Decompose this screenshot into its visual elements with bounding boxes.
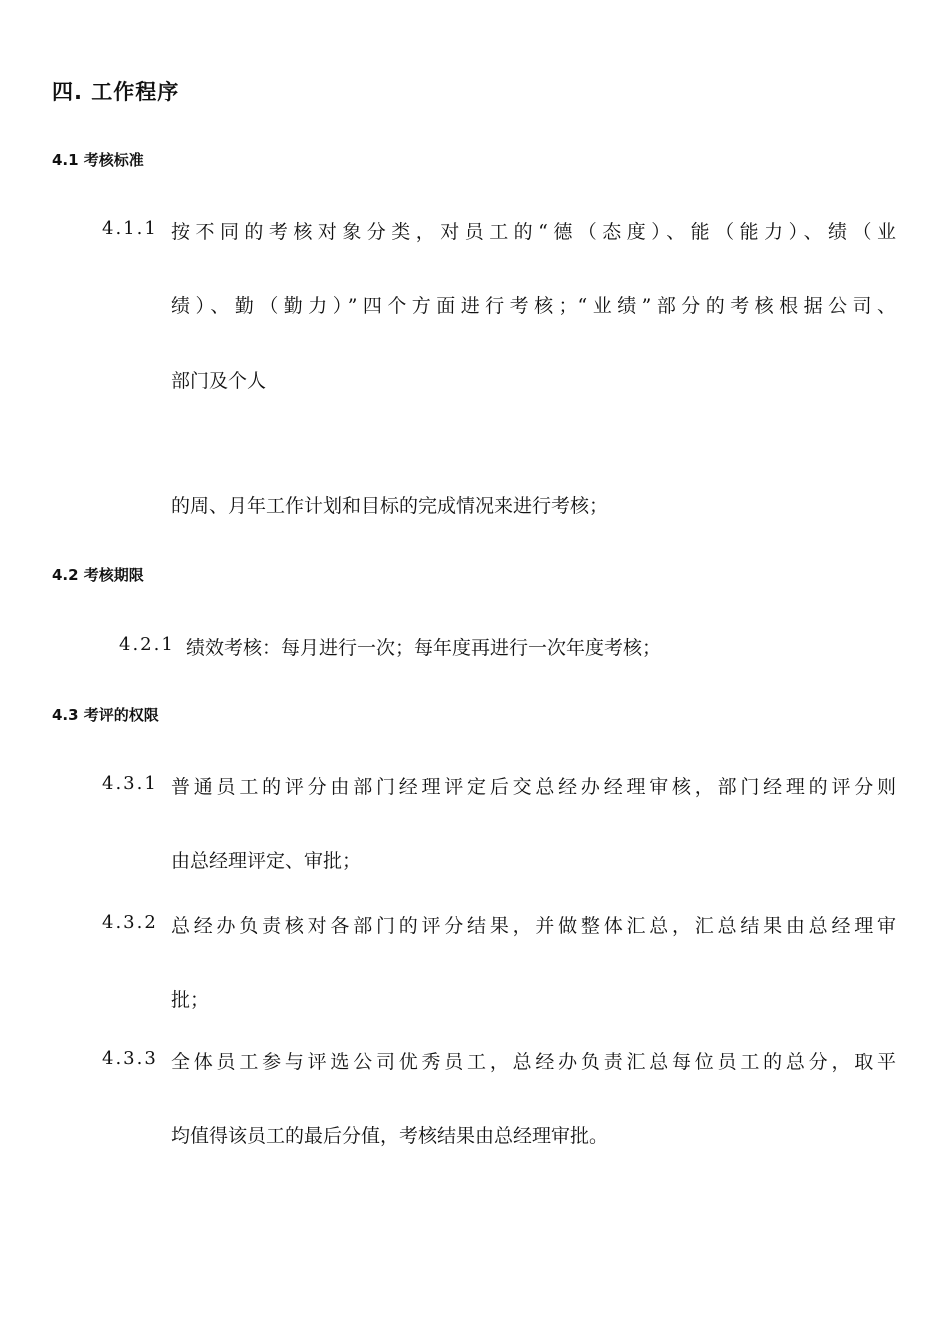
item-4-3-3-line-1: 全体员工参与评选公司优秀员工，总经办负责汇总每位员工的总分，取平 (171, 1051, 896, 1073)
item-4-3-2-line-2: 批； (171, 989, 210, 1011)
item-4-3-3-line-2: 均值得该员工的最后分值，考核结果由总经理审批。 (171, 1125, 609, 1147)
item-number-4-3-2: 4.3.2 (102, 912, 158, 933)
item-number-4-2-1: 4.2.1 (119, 634, 175, 655)
item-number-4-1-1: 4.1.1 (102, 218, 158, 239)
item-4-2-1-line-1: 绩效考核：每月进行一次；每年度再进行一次年度考核； (186, 637, 662, 659)
item-4-1-1-line-4: 的周、月年工作计划和目标的完成情况来进行考核； (171, 495, 609, 517)
subsection-heading-4-2: 4.2 考核期限 (52, 566, 144, 584)
section-heading: 四. 工作程序 (52, 80, 180, 104)
item-4-1-1-line-1: 按不同的考核对象分类，对员工的“德（态度）、能（能力）、绩（业 (171, 221, 896, 243)
subsection-heading-4-3: 4.3 考评的权限 (52, 706, 159, 724)
subsection-heading-4-1: 4.1 考核标准 (52, 151, 144, 169)
item-number-4-3-3: 4.3.3 (102, 1048, 158, 1069)
item-4-3-1-line-1: 普通员工的评分由部门经理评定后交总经办经理审核，部门经理的评分则 (171, 776, 896, 798)
item-number-4-3-1: 4.3.1 (102, 773, 158, 794)
item-4-3-2-line-1: 总经办负责核对各部门的评分结果，并做整体汇总，汇总结果由总经理审 (171, 915, 896, 937)
item-4-3-1-line-2: 由总经理评定、审批； (171, 850, 362, 872)
item-4-1-1-line-3: 部门及个人 (171, 370, 267, 392)
item-4-1-1-line-2: 绩）、勤（勤力）”四个方面进行考核；“业绩”部分的考核根据公司、 (171, 295, 896, 317)
